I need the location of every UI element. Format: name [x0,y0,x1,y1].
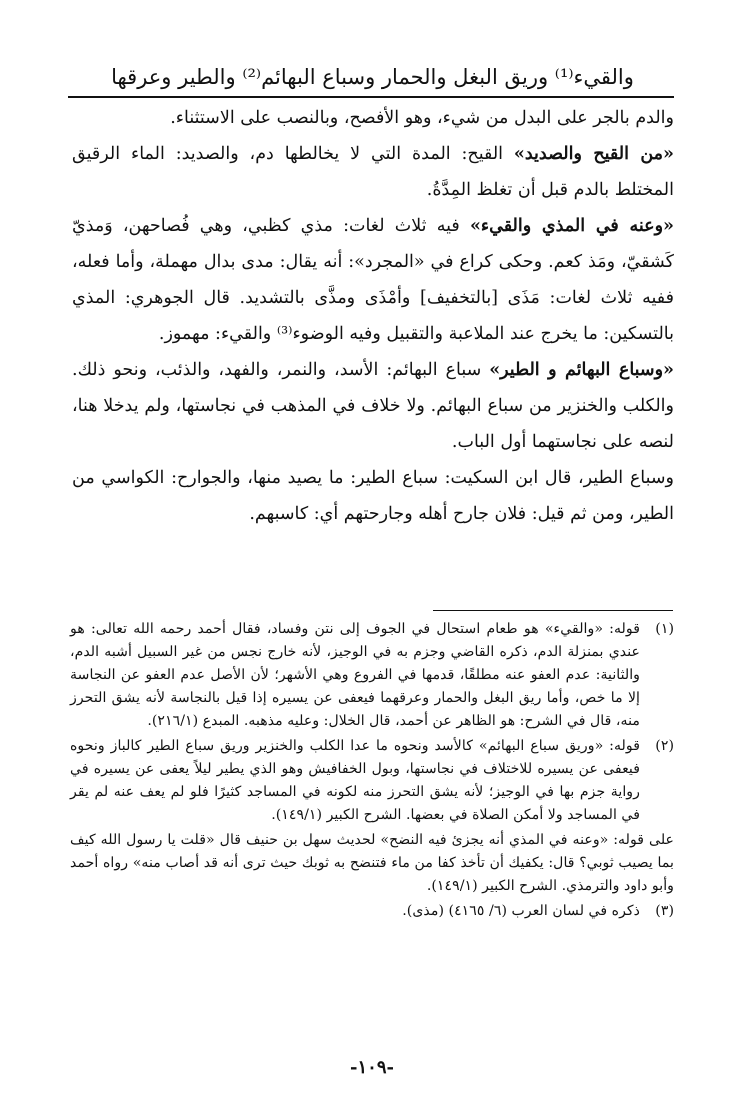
footnote [70,618,674,733]
paragraph-text: فيه ثلاث لغات: مذي كظبي، وهي فُصاحهن، وَمذيّ كَشقيّ، ومَذ كعم. وحكى كراع في «المجرد»: أنه يقال: مدى بدال مهملة، وأما فعله، ففيه ثلاث لغات: مَذَى [بالتخفيف] وأمْذَى ومذَّى بالتشديد. قال الجوهري: المذي بالتسكين: ما يخرج عند الملاعبة والتقبيل وفيه الوضوء⁽³⁾ والقيء: مهموز. [72,216,674,344]
footnotes [70,618,674,925]
footnote-text: على قوله: «وعنه في المذي أنه يجزئ فيه النضح» لحديث سهل بن حنيف قال «قلت يا رسول الله كيف بما يصيب ثوبي؟ قال: يكفيك أن تأخذ كفا من ماء فتنضح به ثوبك حيث ترى أنه قد أصاب منه» رواه أحمد وأبو داود والترمذي. الشرح الكبير (١٤٩/١). [70,832,674,894]
footnote-text: ذكره في لسان العرب (٦/ ٤١٦٥) (مذى). [402,903,640,919]
footnote [70,735,674,827]
paragraph [72,352,674,460]
entry-heading: «من القيح والصديد» [513,144,674,164]
footnote-number: (٢) [655,738,674,754]
footnote-divider [433,610,673,611]
paragraph [72,136,674,208]
paragraph-text: وسباع الطير، قال ابن السكيت: سباع الطير: ما يصيد منها، والجوارح: الكواسي من الطير، ومن ثم قيل: فلان جارح أهله وجارحتهم أي: كاسبهم. [72,468,674,524]
footnote [70,829,674,898]
entry-heading: «وسباع البهائم و الطير» [489,360,674,380]
entry-heading: «وعنه في المذي والقيء» [469,216,674,236]
paragraph-text: سباع البهائم: الأسد، والنمر، والفهد، والذئب، ونحو ذلك. والكلب والخنزير من سباع البهائم. ولا خلاف في المذهب في نجاستها، ولم يدخلا هنا، لنصه على نجاستهما أول الباب. [72,360,674,452]
page-number: -١٠٩- [350,1057,394,1078]
paragraph [72,208,674,352]
footnote-number: (٣) [655,903,674,919]
footnote-text: قوله: «والقيء» هو طعام استحال في الجوف إلى نتن وفساد، فقال أحمد رحمه الله تعالى: هو عندي بمنزلة الدم، ذكره القاضي وجزم به في الوجيز، لأنه خارج نجس من غير السبيل أشبه الدم، والثانية: عدم العفو عنه مطلقًا، قدمها في الفروع وهي الأشهر؛ لأن الأصل عدم العفو عن النجاسة إلا ما خص، وأما ريق البغل والحمار وعرقهما فيعفى عن يسيره إذا قيل بالنجاسة لأنه يشق التحرز منه، قال في الشرح: هو الظاهر عن أحمد، قال الخلال: وعليه مذهبه. المبدع (٢١٦/١). [70,621,640,729]
paragraph-text: والدم بالجر على البدل من شيء، وهو الأفصح، وبالنصب على الاستثناء. [170,108,674,128]
paragraph [72,460,674,532]
header-divider [68,96,674,98]
paragraph [72,100,674,136]
footnote-number: (١) [655,621,674,637]
running-header: والقيء⁽¹⁾ وريق البغل والحمار وسباع البهائم⁽²⁾ والطير وعرقها [111,65,634,89]
paragraph-text: القيح: المدة التي لا يخالطها دم، والصديد: الماء الرقيق المختلط بالدم قبل أن تغلظ المِدَّةُ. [72,144,674,200]
main-text [72,100,674,532]
footnote [70,900,674,923]
footnote-text: قوله: «وريق سباع البهائم» كالأسد ونحوه ما عدا الكلب والخنزير وريق سباع الطير كالباز ونحوه فيعفى عن يسيره للاختلاف في نجاستها، وبول الخفافيش وهو الذي يطير ليلاً يعفى عن يسيره في رواية جزم بها في الوجيز؛ لأنه يشق التحرز منه لكونه في المساجد كثيرًا فلو لم يعف عنه لم يقر في المساجد ولا أمكن الصلاة في بعضها. الشرح الكبير (١٤٩/١). [70,738,640,823]
